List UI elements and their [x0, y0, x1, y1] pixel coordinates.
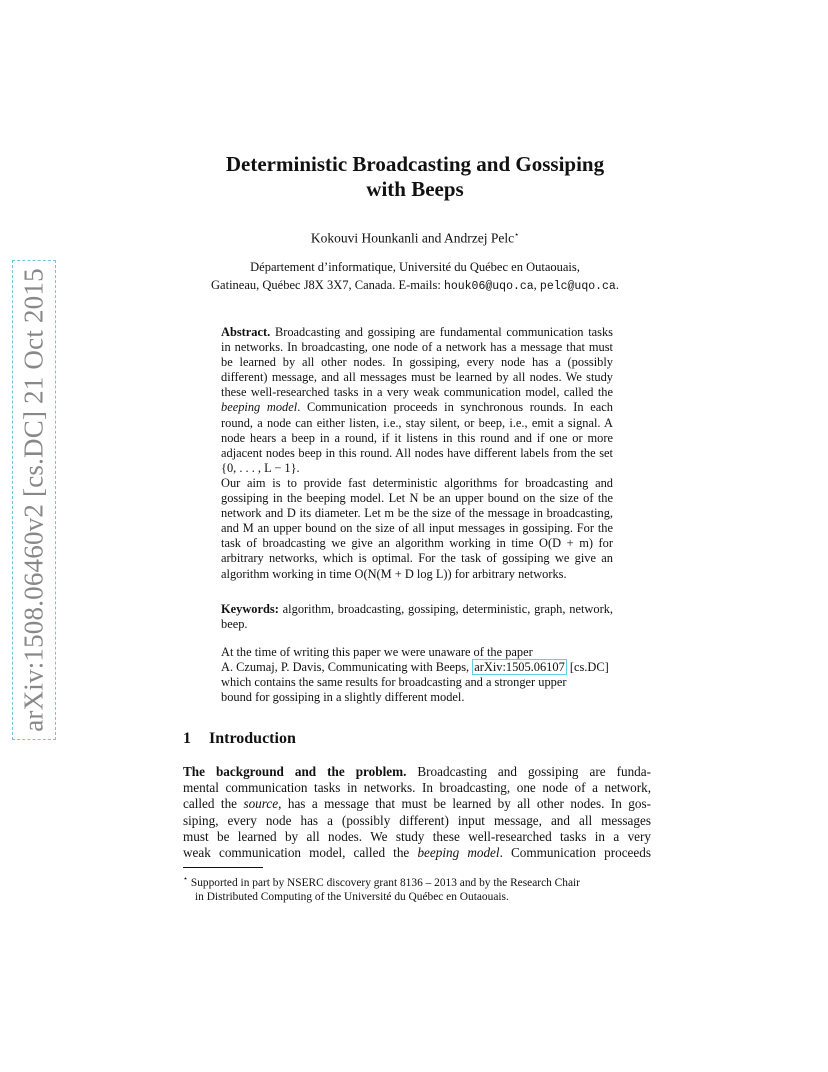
intro-line-3: [183, 796, 651, 812]
author-footnote-mark: ⋆: [514, 230, 520, 239]
affiliation-address: Gatineau, Québec J8X 3X7, Canada. E-mails:: [211, 278, 444, 292]
abstract-text-1b: . Communication proceeds in synchronous rounds. In each round, a node can either listen, i.e., stay silent, or beep, i.e., emit a signal. A node hears a beep in a round, if it listens in this round and if one or more adjacent nodes beep in this round. All nodes have different labels from the set {0, . . . , L − 1}.: [221, 400, 613, 475]
keywords: [221, 602, 613, 632]
intro-text-1: Broadcasting and gossiping are funda-: [406, 764, 652, 779]
intro-text-3a: called the: [183, 796, 244, 812]
intro-line-1: [183, 764, 651, 780]
affiliation-line-2: [150, 276, 680, 296]
abstract-label: Abstract.: [221, 325, 271, 339]
author-names: Kokouvi Hounkanli and Andrzej Pelc: [310, 230, 515, 246]
affiliation-line-1: Département d’informatique, Université du Québec en Outaouais,: [250, 260, 580, 274]
paper-title: [150, 152, 680, 202]
abstract-emphasis: beeping model: [221, 400, 298, 415]
section-title: Introduction: [209, 730, 296, 747]
affiliation: [150, 258, 680, 296]
intro-text-6b: . Communication proceeds: [499, 845, 651, 861]
note-line-4: bound for gossiping in a slightly different model.: [221, 690, 465, 705]
erratum-note: [221, 645, 631, 705]
introduction-text: [183, 764, 651, 861]
intro-emphasis-source: source: [243, 796, 279, 812]
intro-line-2: mental communication tasks in networks. In broadcasting, one node of a network,: [183, 780, 651, 796]
abstract: [221, 325, 613, 582]
footnote-line-2: in Distributed Computing of the Université du Québec en Outaouais.: [195, 891, 509, 904]
title-line-2: with Beeps: [366, 177, 464, 201]
email-end: .: [615, 278, 619, 292]
footnote: [183, 872, 653, 905]
arxiv-link[interactable]: arXiv:1505.06107: [474, 660, 565, 675]
intro-line-4: siping, every node has a (possibly different) input message, and all messages: [183, 812, 651, 828]
title-line-1: Deterministic Broadcasting and Gossiping: [225, 152, 605, 176]
intro-line-5: must be learned by all nodes. We study these well-researched tasks in a very: [183, 828, 651, 844]
note-line-3: which contains the same results for broadcasting and a stronger upper: [221, 675, 567, 690]
note-category: [cs.DC]: [566, 660, 609, 675]
intro-line-6: [183, 845, 651, 861]
note-reference: A. Czumaj, P. Davis, Communicating with Beeps,: [221, 660, 473, 675]
note-line-2: [221, 660, 631, 675]
intro-text-6a: weak communication model, called the: [183, 845, 418, 861]
intro-text-3b: , has a message that must be learned by all other nodes. In gos-: [278, 796, 651, 812]
section-number: 1: [183, 730, 191, 747]
email-1: houk06@uqo.ca: [443, 280, 534, 293]
arxiv-identifier: arXiv:1508.06460v2 [cs.DC] 21 Oct 2015: [18, 268, 49, 732]
footnote-line-1: [183, 872, 653, 890]
keywords-text: algorithm, broadcasting, gossiping, deterministic, graph, network, beep.: [221, 602, 613, 632]
email-separator: ,: [533, 278, 540, 292]
note-line-1: At the time of writing this paper we were unaware of the paper: [221, 645, 533, 659]
abstract-paragraph-1: [221, 325, 613, 476]
abstract-paragraph-2: Our aim is to provide fast deterministic algorithms for broadcasting and gossiping in the beeping model. Let N be an upper bound on the size of the network and D its diameter. Let m be the size of the message in broadcasting, and M an upper bound on the size of all input messages in gossiping. For the task of broadcasting we give an algorithm working in time O(D + m) for arbitrary networks, which is optimal. For the task of gossiping we give an algorithm working in time O(N(M + D log L)) for arbitrary networks.: [221, 475, 613, 581]
section-heading: [183, 730, 296, 748]
keywords-label: Keywords:: [221, 602, 279, 616]
footnote-mark: ⋆: [183, 874, 189, 883]
footnote-rule: [183, 867, 263, 868]
intro-lead: The background and the problem.: [183, 764, 407, 779]
abstract-text-1a: Broadcasting and gossiping are fundamental communication tasks in networks. In broadcasting, one node of a network has a message that must be learned by all other nodes. In gossiping, every node has a (possibly different) message, and all messages must be learned by all nodes. We study these well-researched tasks in a very weak communication model, called the: [221, 325, 613, 400]
arxiv-sidebar: [12, 260, 56, 740]
footnote-text-1: Supported in part by NSERC discovery grant 8136 – 2013 and by the Research Chair: [188, 876, 580, 889]
authors: [150, 230, 680, 247]
intro-emphasis-beeping: beeping model: [417, 845, 500, 861]
email-2: pelc@uqo.ca: [539, 280, 616, 293]
